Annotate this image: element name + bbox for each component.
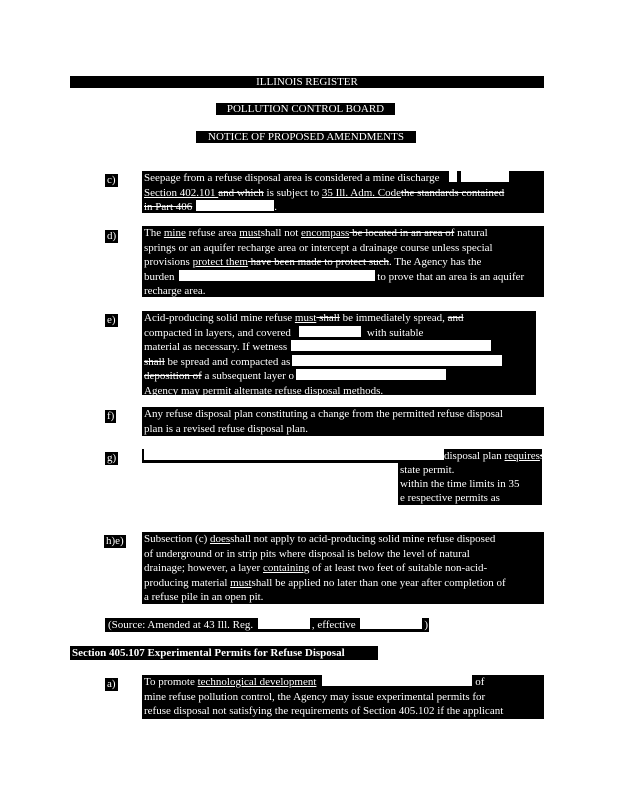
item-d-paragraph: The mine refuse area mustshall not encompass be located in an area of natural springs or an aquifer recharge area or intercept a drainage course unless special provisions protect them have been made to protect such. The Agency has the burden to prove that an area is an aquifer recharge area.	[142, 226, 544, 297]
register-title: ILLINOIS REGISTER	[70, 76, 544, 88]
item-h-label: h)e)	[106, 535, 124, 547]
item-g-label: g)	[107, 452, 117, 464]
item-h-paragraph: Subsection (c) doesshall not apply to acid-producing solid mine refuse disposed of underground or in strip pits where disposal is below the level of natural drainage; however, a layer containing of at least two feet of suitable non-acid- producing material mustshall be applied no later than one year after completion of a refuse pile in an open pit.	[142, 532, 544, 604]
item-c-paragraph: Seepage from a refuse disposal area is considered a mine discharge Section 402.101 and which is subject to 35 Ill. Adm. Codethe standards contained in Part 406 .	[142, 171, 544, 213]
item-g-line2: state permit.	[398, 463, 542, 477]
section-heading: Section 405.107 Experimental Permits for Refuse Disposal	[70, 646, 378, 660]
source-note: (Source: Amended at 43 Ill. Reg. , effective )	[105, 618, 429, 632]
item-e-paragraph: Acid-producing solid mine refuse must shall be immediately spread, and compacted in layers, and covered with suitable material as necessary. If wetness shall be spread and compacted as deposition of a subsequent layer o Agency may permit alternate refuse disposal methods.	[142, 311, 536, 395]
item-g-line3: within the time limits in 35	[398, 477, 542, 491]
item-g-line4: e respective permits as	[398, 491, 542, 505]
item-c-label: c)	[107, 174, 116, 186]
item-f-paragraph: Any refuse disposal plan constituting a change from the permitted refuse disposal plan is a revised refuse disposal plan.	[142, 407, 544, 436]
item-f-label: f)	[107, 410, 115, 422]
item-g-line1: disposal plan requiresshall	[142, 449, 542, 463]
item-a-label: a)	[107, 678, 116, 690]
board-title: POLLUTION CONTROL BOARD	[216, 103, 395, 115]
item-d-label: d)	[107, 230, 117, 242]
item-a-paragraph: To promote technological development of mine refuse pollution control, the Agency may issue experimental permits for refuse disposal not satisfying the requirements of Section 405.102 if the applicant	[142, 675, 544, 719]
notice-title: NOTICE OF PROPOSED AMENDMENTS	[196, 131, 416, 143]
item-e-label: e)	[107, 314, 116, 326]
